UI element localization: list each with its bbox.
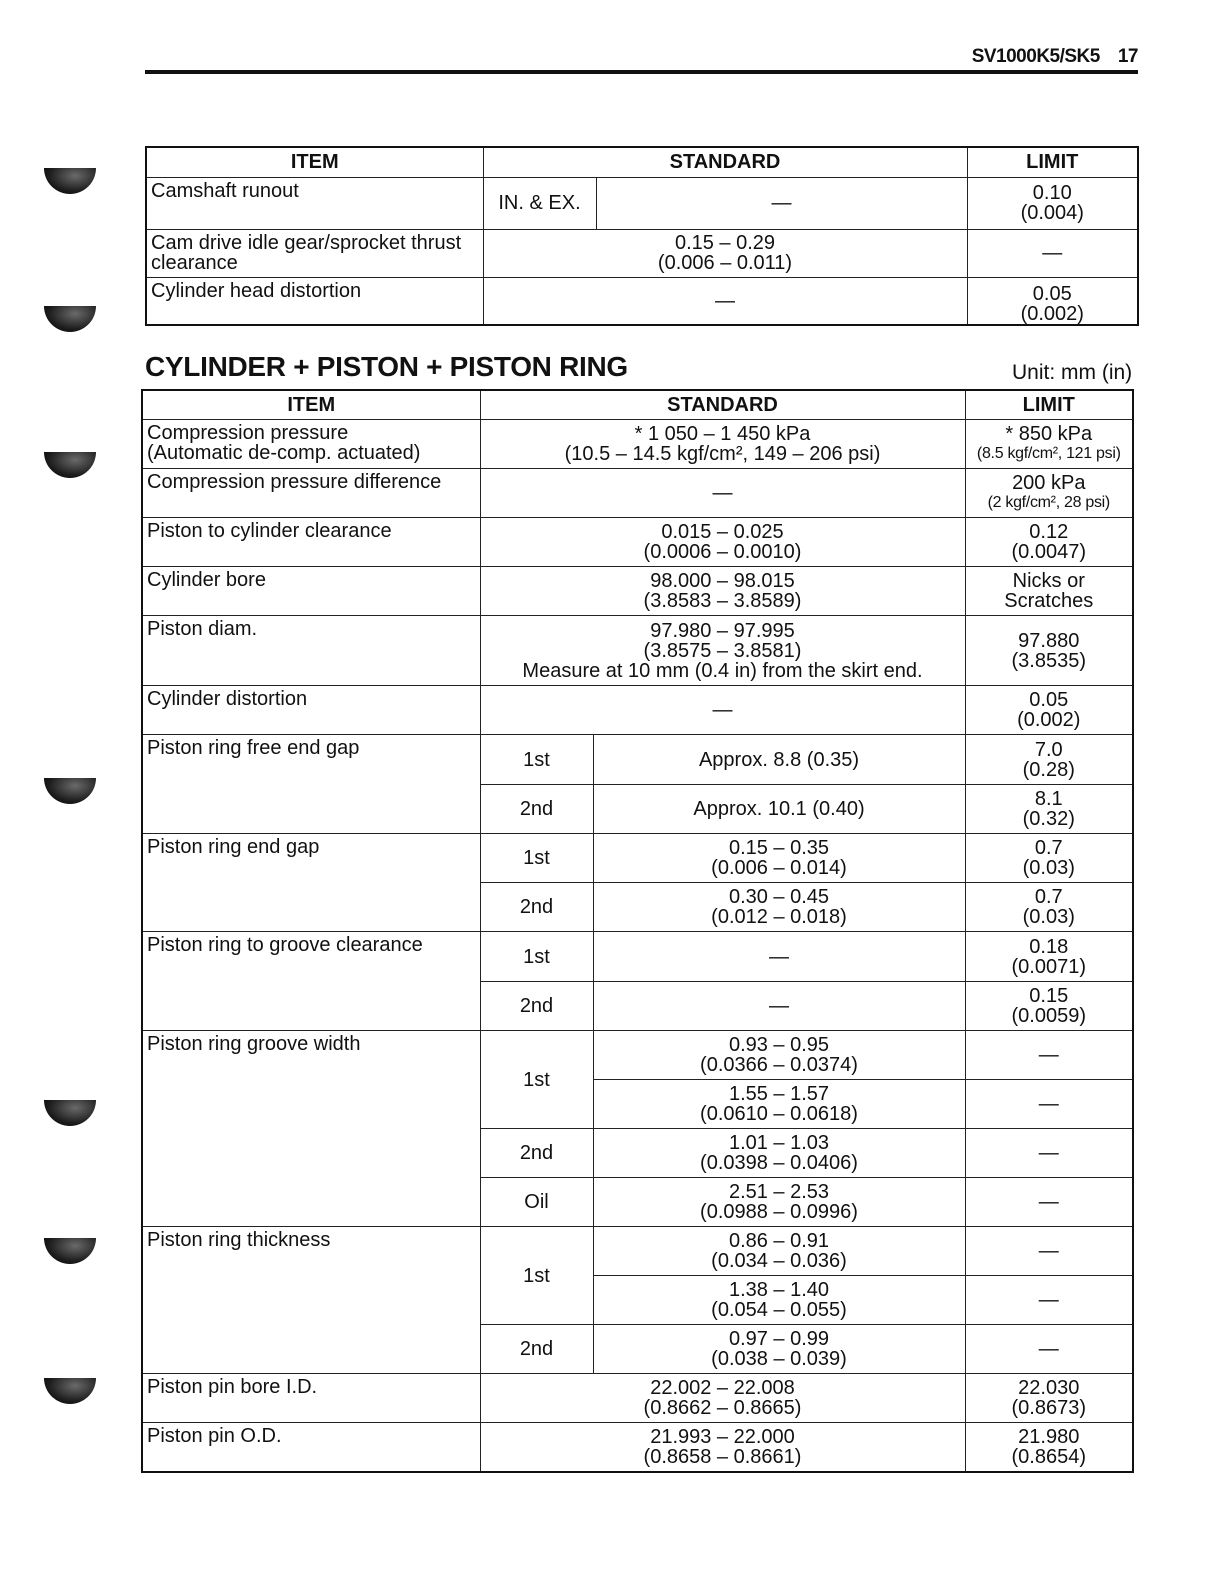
- item-label: Piston pin O.D.: [142, 1423, 480, 1472]
- limit-value: 0.7 (0.03): [965, 834, 1133, 883]
- standard-value: 98.000 – 98.015 (3.8583 – 3.8589): [480, 567, 965, 616]
- binder-hole: [44, 452, 96, 478]
- limit-value: —: [965, 1325, 1133, 1374]
- standard-value: 0.15 – 0.29 (0.006 – 0.011): [483, 229, 967, 277]
- binder-hole: [44, 1238, 96, 1264]
- limit-value: —: [965, 1178, 1133, 1227]
- standard-value: 1.55 – 1.57 (0.0610 – 0.0618): [593, 1080, 965, 1129]
- table-row: [146, 177, 1138, 229]
- table-row: [142, 1227, 1133, 1276]
- table-row: [142, 686, 1133, 735]
- binder-hole: [44, 306, 96, 332]
- col-standard: STANDARD: [483, 147, 967, 177]
- item-label: Piston diam.: [142, 616, 480, 686]
- limit-value: Nicks or Scratches: [965, 567, 1133, 616]
- ring-label: 1st: [480, 1227, 593, 1325]
- standard-value: 0.015 – 0.025 (0.0006 – 0.0010): [480, 518, 965, 567]
- unit-label: Unit: mm (in): [1012, 361, 1133, 384]
- standard-value: 22.002 – 22.008 (0.8662 – 0.8665): [480, 1374, 965, 1423]
- standard-value: * 1 050 – 1 450 kPa (10.5 – 14.5 kgf/cm², 149 – 206 psi): [480, 420, 965, 469]
- standard-value: 0.15 – 0.35 (0.006 – 0.014): [593, 834, 965, 883]
- table-row: [142, 932, 1133, 982]
- limit-value: —: [965, 1031, 1133, 1080]
- col-limit: LIMIT: [965, 390, 1133, 420]
- standard-value: 2.51 – 2.53 (0.0988 – 0.0996): [593, 1178, 965, 1227]
- model-code: SV1000K5/SK5: [971, 46, 1100, 67]
- standard-value: —: [483, 277, 967, 325]
- standard-value: 0.86 – 0.91 (0.034 – 0.036): [593, 1227, 965, 1276]
- ring-label: 1st: [480, 932, 593, 982]
- standard-value: 21.993 – 22.000 (0.8658 – 0.8661): [480, 1423, 965, 1472]
- cylinder-piston-spec-table: [141, 389, 1134, 1473]
- col-standard: STANDARD: [480, 390, 965, 420]
- section-title: CYLINDER + PISTON + PISTON RING: [145, 351, 628, 382]
- item-label: Cam drive idle gear/sprocket thrust clearance: [146, 229, 483, 277]
- limit-value: 0.05 (0.002): [965, 686, 1133, 735]
- page-number: 17: [1117, 46, 1138, 67]
- limit-value: 0.05 (0.002): [967, 277, 1138, 325]
- item-label: Compression pressure difference: [142, 469, 480, 518]
- ring-label: 2nd: [480, 785, 593, 834]
- limit-value: —: [965, 1227, 1133, 1276]
- standard-value: —: [480, 469, 965, 518]
- page-header: [145, 44, 1138, 74]
- table-row: [142, 1423, 1133, 1472]
- limit-value: 21.980 (0.8654): [965, 1423, 1133, 1472]
- limit-value: 0.18 (0.0071): [965, 932, 1133, 982]
- limit-value: —: [967, 229, 1138, 277]
- limit-value: 0.15 (0.0059): [965, 982, 1133, 1031]
- limit-value: 0.10 (0.004): [967, 177, 1138, 229]
- limit-value: 22.030 (0.8673): [965, 1374, 1133, 1423]
- standard-value: 0.93 – 0.95 (0.0366 – 0.0374): [593, 1031, 965, 1080]
- standard-value: 1.38 – 1.40 (0.054 – 0.055): [593, 1276, 965, 1325]
- item-label: Piston to cylinder clearance: [142, 518, 480, 567]
- item-label: Camshaft runout: [146, 177, 483, 229]
- table-row: [142, 735, 1133, 785]
- table-row: [142, 1031, 1133, 1080]
- table-row: [146, 229, 1138, 277]
- standard-value: 1.01 – 1.03 (0.0398 – 0.0406): [593, 1129, 965, 1178]
- limit-value: —: [965, 1080, 1133, 1129]
- limit-value: 200 kPa (2 kgf/cm², 28 psi): [965, 469, 1133, 518]
- limit-value: 8.1 (0.32): [965, 785, 1133, 834]
- ring-label: 2nd: [480, 982, 593, 1031]
- ring-label: Oil: [480, 1178, 593, 1227]
- item-label: Cylinder bore: [142, 567, 480, 616]
- item-label: Cylinder distortion: [142, 686, 480, 735]
- camshaft-spec-table: [145, 146, 1139, 326]
- item-label: Piston ring groove width: [142, 1031, 480, 1227]
- binder-hole: [44, 168, 96, 194]
- table-row: [142, 616, 1133, 686]
- binder-hole: [44, 1378, 96, 1404]
- table-row: [142, 469, 1133, 518]
- item-label: Piston ring end gap: [142, 834, 480, 932]
- item-label: Compression pressure (Automatic de-comp. actuated): [142, 420, 480, 469]
- item-label: Cylinder head distortion: [146, 277, 483, 325]
- table-row: [142, 420, 1133, 469]
- standard-value: Approx. 10.1 (0.40): [593, 785, 965, 834]
- limit-value: * 850 kPa (8.5 kgf/cm², 121 psi): [965, 420, 1133, 469]
- limit-value: 0.12 (0.0047): [965, 518, 1133, 567]
- binder-hole: [44, 1100, 96, 1126]
- col-item: ITEM: [142, 390, 480, 420]
- standard-value: —: [593, 932, 965, 982]
- item-label: Piston pin bore I.D.: [142, 1374, 480, 1423]
- standard-value: —: [593, 982, 965, 1031]
- standard-value: —: [480, 686, 965, 735]
- table-row: [142, 567, 1133, 616]
- standard-value: 97.980 – 97.995 (3.8575 – 3.8581) Measure at 10 mm (0.4 in) from the skirt end.: [480, 616, 965, 686]
- item-label: Piston ring thickness: [142, 1227, 480, 1374]
- standard-value: —: [596, 177, 967, 229]
- ring-label: 2nd: [480, 1325, 593, 1374]
- limit-value: —: [965, 1276, 1133, 1325]
- standard-value: 0.97 – 0.99 (0.038 – 0.039): [593, 1325, 965, 1374]
- ring-label: 1st: [480, 1031, 593, 1129]
- ring-label: 1st: [480, 834, 593, 883]
- limit-value: —: [965, 1129, 1133, 1178]
- table-row: [146, 277, 1138, 325]
- sub-label: IN. & EX.: [483, 177, 596, 229]
- limit-value: 0.7 (0.03): [965, 883, 1133, 932]
- item-label: Piston ring free end gap: [142, 735, 480, 834]
- limit-value: 97.880 (3.8535): [965, 616, 1133, 686]
- col-item: ITEM: [146, 147, 483, 177]
- item-label: Piston ring to groove clearance: [142, 932, 480, 1031]
- table-row: [142, 834, 1133, 883]
- table-row: [142, 518, 1133, 567]
- ring-label: 2nd: [480, 883, 593, 932]
- binder-hole: [44, 778, 96, 804]
- limit-value: 7.0 (0.28): [965, 735, 1133, 785]
- standard-value: Approx. 8.8 (0.35): [593, 735, 965, 785]
- ring-label: 1st: [480, 735, 593, 785]
- table-row: [142, 1374, 1133, 1423]
- ring-label: 2nd: [480, 1129, 593, 1178]
- standard-value: 0.30 – 0.45 (0.012 – 0.018): [593, 883, 965, 932]
- col-limit: LIMIT: [967, 147, 1138, 177]
